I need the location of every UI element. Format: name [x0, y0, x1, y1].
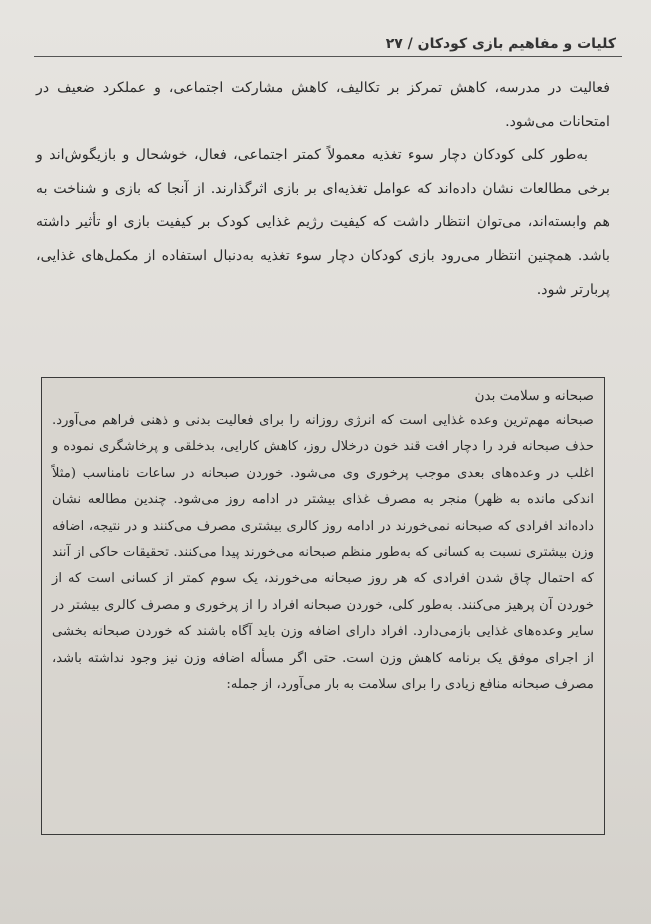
box-title: صبحانه و سلامت بدن	[474, 388, 594, 404]
paragraph-continued: فعالیت در مدرسه، کاهش تمرکز بر تکالیف، کاهش مشارکت اجتماعی، و عملکرد ضعیف در امتحانات می‌شود.	[36, 80, 610, 130]
paragraph-malnutrition: به‌طور کلی کودکان دچار سوء تغذیه معمولاً کمتر اجتماعی، فعال، خوشحال و بازیگوش‌اند و برخی مطالعات نشان داده‌اند که عوامل تغذیه‌ای بر بازی اثرگذارند. از آنجا که بازی و شناخت به هم وابسته‌اند، می‌توان انتظار داشت که کیفیت رژیم غذایی کودک بر کیفیت بازی او تأثیر داشته باشد. همچنین انتظار می‌رود بازی کودکان دچار سوء تغذیه به‌دنبال استفاده از مکمل‌های غذایی، پربارتر شود.	[36, 147, 610, 298]
main-text	[36, 72, 610, 307]
sidebar-box	[41, 377, 605, 835]
running-title: کلیات و مفاهیم بازی کودکان / ۲۷	[385, 36, 616, 52]
header-rule	[34, 56, 622, 57]
box-text: صبحانه مهم‌ترین وعده غذایی است که انرژی روزانه را برای فعالیت بدنی و ذهنی فراهم می‌آورد. حذف صبحانه فرد را دچار افت قند خون درخلال روز، کاهش کارایی، بدخلقی و پرخاشگری نموده و اغلب در وعده‌های بعدی موجب پرخوری وی می‌شود. خوردن صبحانه در ساعات نامناسب (مثلاً اندکی مانده به ظهر) منجر به مصرف غذای بیشتر در ادامه روز می‌شود. چندین مطالعه نشان داده‌اند افرادی که صبحانه نمی‌خورند در ادامه روز کالری بیشتری مصرف می‌کنند و در نتیجه، اضافه وزن بیشتری نسبت به کسانی که به‌طور منظم صبحانه می‌خورند پیدا می‌کنند. تحقیقات حاکی از آنند که احتمال چاق شدن افرادی که هر روز صبحانه می‌خورند، یک سوم کمتر از کسانی است که از خوردن آن پرهیز می‌کنند. به‌طور کلی، خوردن صبحانه افراد را از پرخوری و مصرف کالری بیشتر در سایر وعده‌های غذایی بازمی‌دارد. افراد دارای اضافه وزن باید آگاه باشند که خوردن صبحانه بخشی از اجرای موفق یک برنامه کاهش وزن است. حتی اگر مسأله اضافه وزن نیز وجود نداشته باشد، مصرف صبحانه منافع زیادی را برای سلامت به بار می‌آورد، از جمله:	[52, 413, 594, 693]
page-header	[34, 32, 622, 60]
